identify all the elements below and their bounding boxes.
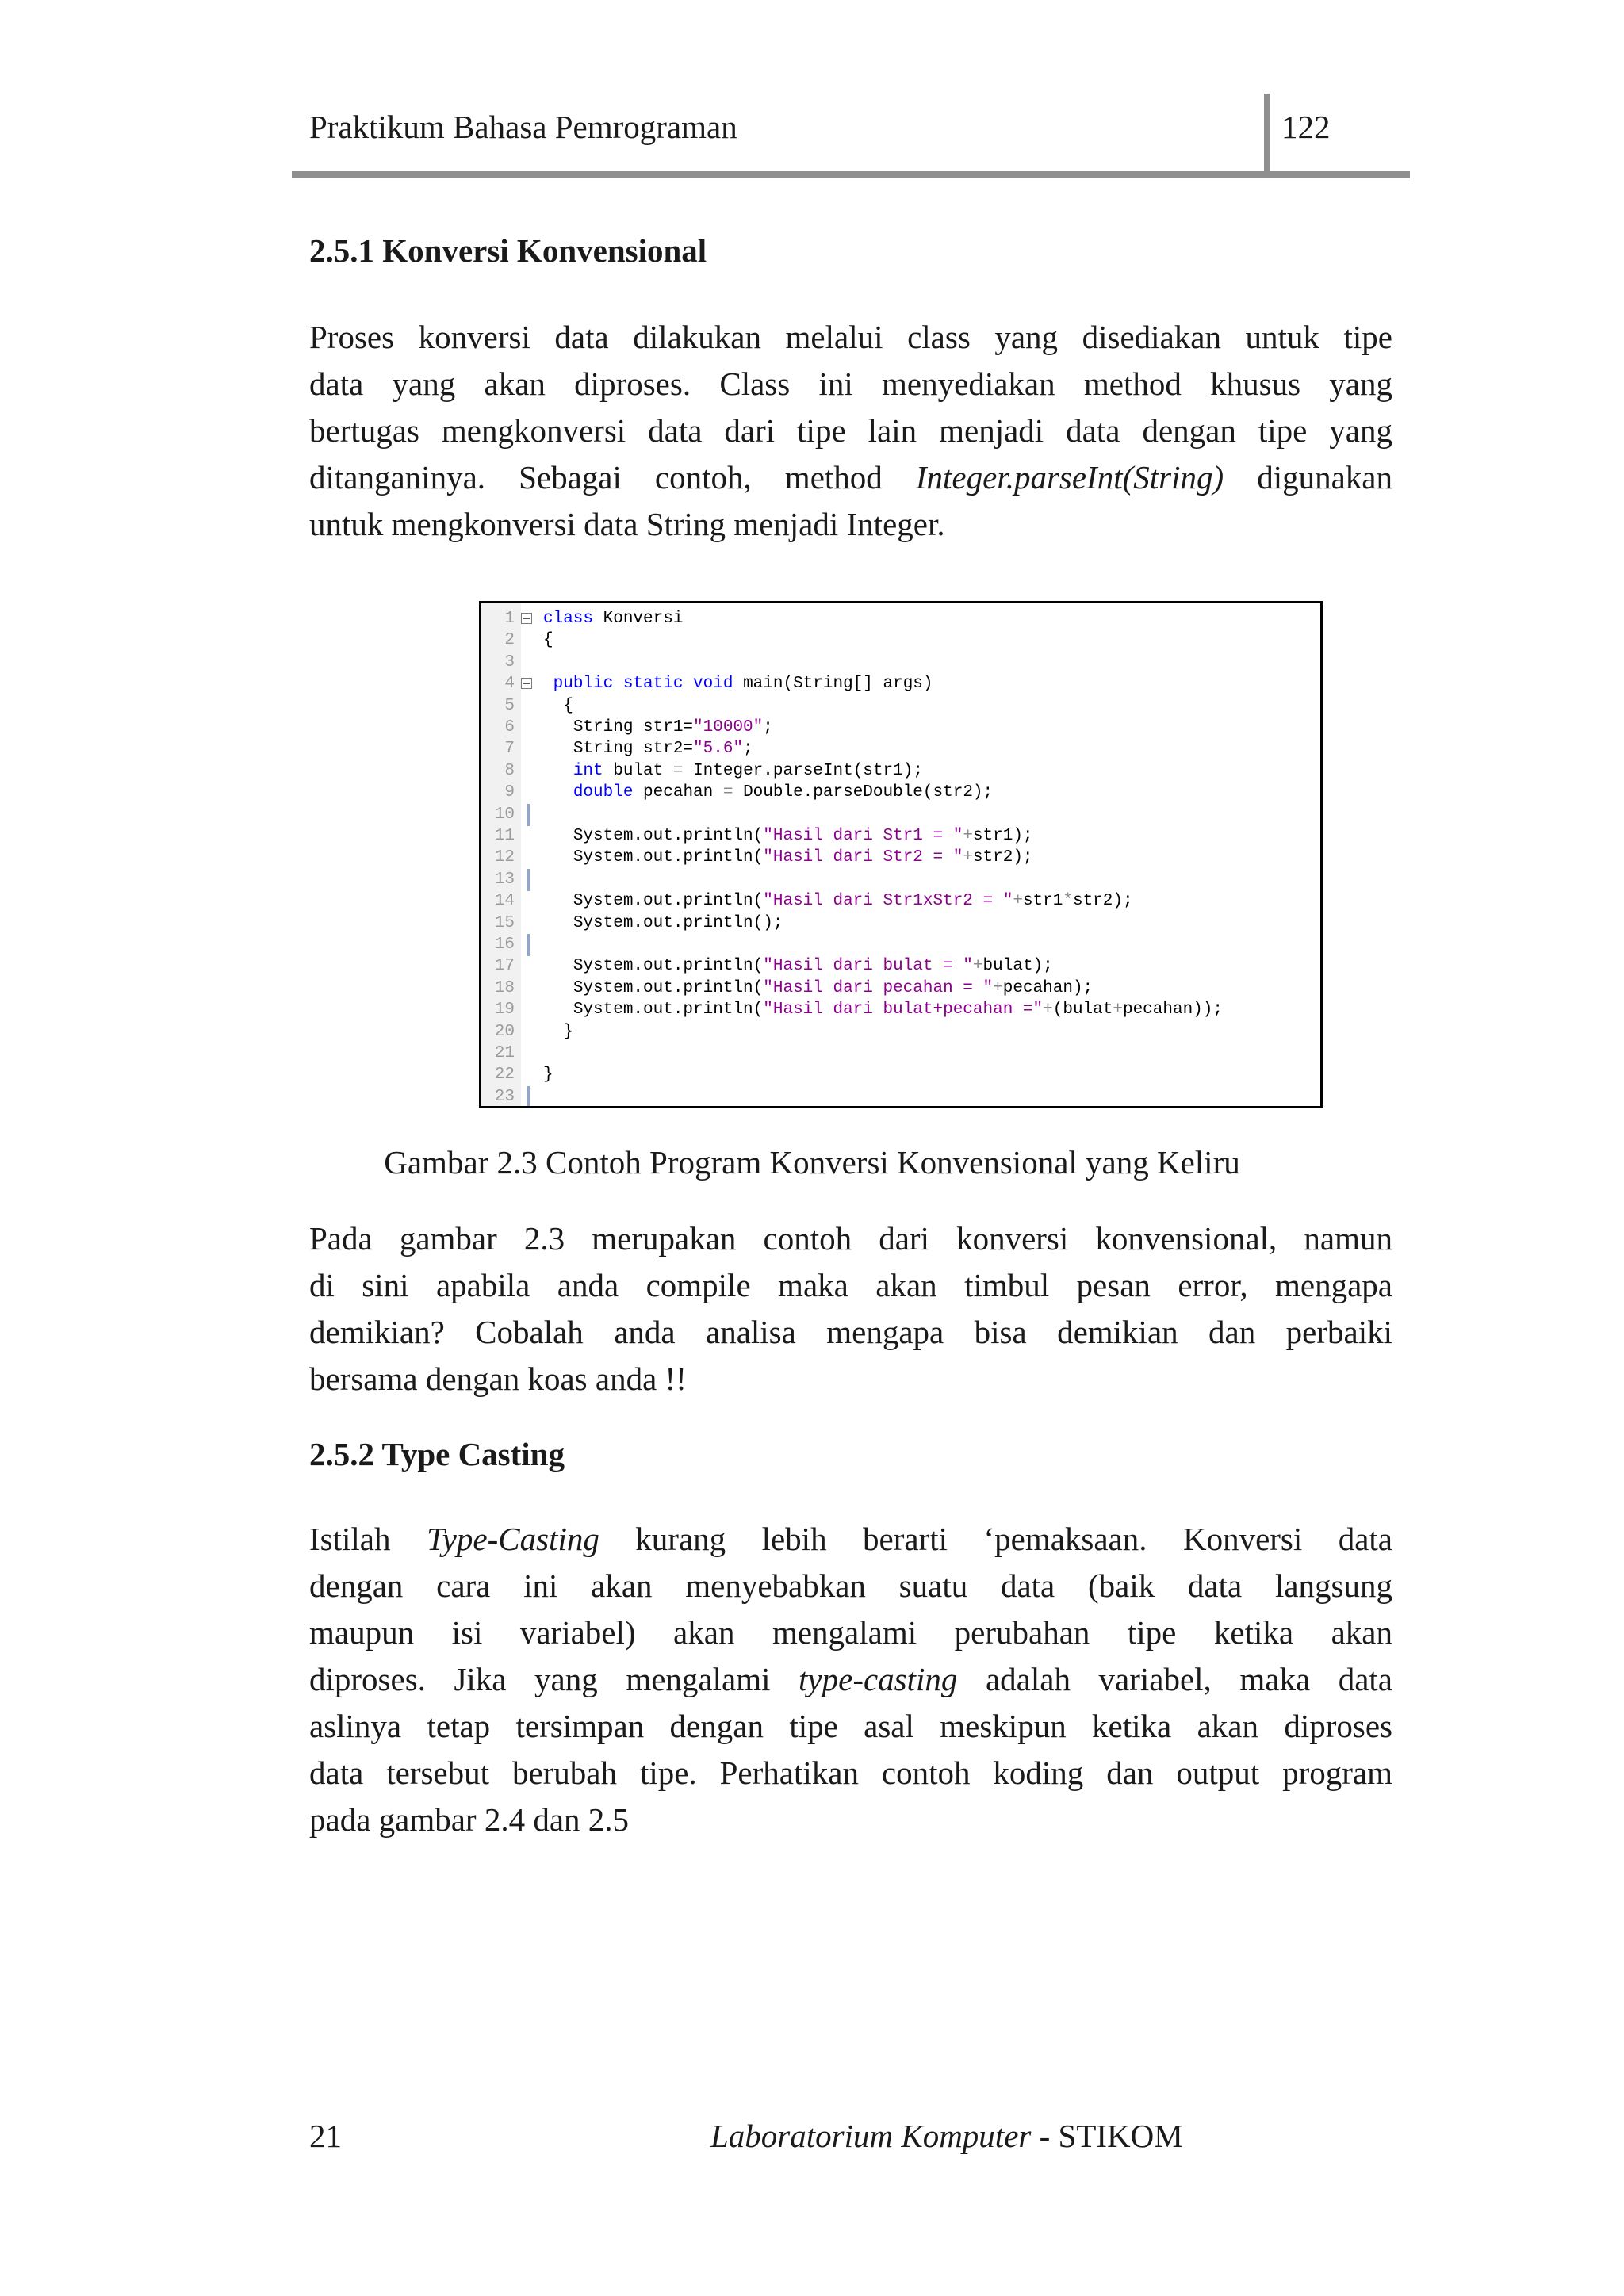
line-number: 6: [504, 718, 515, 737]
code-token: int: [573, 761, 614, 780]
code-text: [543, 760, 923, 783]
code-token: class: [543, 610, 603, 628]
code-token: str1: [1022, 892, 1063, 911]
code-token: ;: [763, 718, 773, 737]
code-token: =: [722, 783, 733, 802]
code-token: System.out.println(: [573, 978, 764, 997]
text-line: [309, 314, 1392, 361]
footer-page-number: 21: [309, 2118, 342, 2154]
footer-lab-name: [710, 2117, 1183, 2155]
line-number: 5: [504, 696, 515, 715]
code-line: [481, 1064, 1320, 1086]
line-number: 18: [494, 978, 515, 997]
code-token: System.out.println(: [573, 957, 764, 976]
code-line: [481, 608, 1320, 630]
paragraph-type-casting: [309, 1516, 1392, 1843]
code-line: [481, 825, 1320, 848]
code-token: Integer.parseInt(str1);: [683, 761, 923, 780]
code-line: [481, 934, 1320, 956]
change-marker: [527, 804, 530, 826]
figure-caption: Gambar 2.3 Contoh Program Konversi Konvensional yang Keliru: [384, 1144, 1240, 1181]
code-line: [481, 955, 1320, 978]
code-token: "Hasil dari Str2 = ": [763, 848, 963, 867]
code-token: }: [543, 1066, 553, 1085]
code-text: [543, 955, 1053, 978]
code-text: [543, 999, 1223, 1021]
code-line: [481, 978, 1320, 1000]
text-run: dengan cara ini akan menyebabkan suatu data (baik data langsung: [309, 1567, 1392, 1604]
code-token: pecahan));: [1122, 1001, 1223, 1020]
code-text: [543, 913, 783, 935]
change-marker: [527, 869, 530, 891]
code-line: [481, 782, 1320, 804]
paragraph-explanation: [309, 1215, 1392, 1402]
line-number: 14: [494, 892, 515, 911]
code-token: pecahan);: [1002, 978, 1094, 997]
section-heading-type-casting: 2.5.2 Type Casting: [309, 1436, 565, 1472]
line-number: 20: [494, 1022, 515, 1041]
text-run: digunakan: [1224, 459, 1392, 496]
code-token: pecahan: [643, 783, 723, 802]
line-number: 1: [504, 610, 515, 628]
code-line: [481, 760, 1320, 783]
code-token: str2);: [1072, 892, 1133, 911]
code-token: str1);: [972, 827, 1033, 845]
code-token: +: [963, 827, 973, 845]
code-token: System.out.println(: [573, 1001, 764, 1020]
code-line: [481, 1021, 1320, 1043]
line-number: 15: [494, 913, 515, 932]
code-line: [481, 847, 1320, 869]
line-number: 2: [504, 631, 515, 650]
text-run: pada gambar 2.4 dan 2.5: [309, 1801, 630, 1838]
header-title: Praktikum Bahasa Pemrograman: [309, 109, 737, 145]
text-line: [309, 1262, 1392, 1309]
italic-term: type-casting: [799, 1661, 958, 1697]
section-heading-konversi: 2.5.1 Konversi Konvensional: [309, 232, 707, 269]
text-line: [309, 408, 1392, 454]
code-text: [543, 978, 1093, 1000]
text-line: [309, 1563, 1392, 1609]
line-number: 10: [494, 805, 515, 824]
text-run: di sini apabila anda compile maka akan timbul pesan error, mengapa: [309, 1267, 1392, 1303]
code-token: System.out.println(: [573, 827, 764, 845]
text-line: [309, 1797, 1392, 1843]
code-text: [543, 738, 753, 760]
code-token: System.out.println(: [573, 848, 764, 867]
code-token: +: [1013, 892, 1023, 911]
code-line: [481, 1086, 1320, 1108]
line-number: 9: [504, 783, 515, 802]
text-run: adalah variabel, maka data: [957, 1661, 1392, 1697]
text-line: [309, 1750, 1392, 1797]
change-marker: [527, 934, 530, 956]
header-divider: [1264, 94, 1270, 171]
line-number: 4: [504, 675, 515, 694]
code-token: str2);: [972, 848, 1033, 867]
code-token: "Hasil dari pecahan = ": [763, 978, 994, 997]
line-number: 23: [494, 1087, 515, 1106]
text-run: Istilah: [309, 1521, 427, 1557]
code-token: Double.parseDouble(str2);: [733, 783, 994, 802]
code-token: +: [972, 957, 983, 976]
text-run: ditanganinya. Sebagai contoh, method: [309, 459, 916, 496]
code-token: =: [672, 761, 684, 780]
code-line: [481, 913, 1320, 935]
code-text: [543, 717, 773, 739]
code-token: String str1=: [573, 718, 694, 737]
text-run: data yang akan diproses. Class ini menyediakan method khusus yang: [309, 365, 1392, 402]
code-token: "Hasil dari Str1 = ": [763, 827, 963, 845]
code-token: +: [993, 978, 1003, 997]
code-token: (bulat: [1052, 1001, 1113, 1020]
code-line: [481, 652, 1320, 674]
code-token: System.out.println(: [573, 892, 764, 911]
code-token: System.out.println();: [573, 913, 783, 932]
code-text: [543, 608, 683, 630]
code-token: "Hasil dari Str1xStr2 = ": [763, 892, 1013, 911]
code-text: [543, 782, 993, 804]
text-run: data tersebut berubah tipe. Perhatikan contoh koding dan output program: [309, 1755, 1392, 1791]
text-run: maupun isi variabel) akan mengalami perubahan tipe ketika akan: [309, 1614, 1392, 1651]
code-token: +: [1043, 1001, 1053, 1020]
code-text: [543, 1021, 573, 1043]
text-run: Proses konversi data dilakukan melalui class yang disediakan untuk tipe: [309, 319, 1392, 355]
footer-lab-rest: - STIKOM: [1031, 2118, 1183, 2154]
text-line: [309, 501, 1392, 548]
line-number: 19: [494, 1001, 515, 1020]
text-run: untuk mengkonversi data String menjadi Integer.: [309, 506, 945, 542]
collapse-toggle-icon: [521, 613, 532, 624]
line-number: 7: [504, 740, 515, 759]
code-token: +: [1113, 1001, 1123, 1020]
code-line: [481, 717, 1320, 739]
code-text: [543, 1064, 553, 1086]
code-figure: [479, 601, 1323, 1108]
code-line: [481, 1043, 1320, 1065]
code-line: [481, 738, 1320, 760]
code-text: [543, 695, 573, 718]
code-token: }: [563, 1022, 573, 1041]
code-line: [481, 890, 1320, 913]
line-number: 3: [504, 652, 515, 672]
code-line: [481, 673, 1320, 695]
code-token: public static void: [553, 675, 744, 694]
line-number: 12: [494, 848, 515, 867]
line-number: 17: [494, 957, 515, 976]
code-text: [543, 890, 1133, 913]
line-number: 8: [504, 761, 515, 780]
text-line: [309, 1356, 1392, 1402]
code-line: [481, 804, 1320, 826]
italic-term: Integer.parseInt(String): [915, 459, 1224, 496]
code-token: bulat);: [982, 957, 1053, 976]
code-token: {: [563, 696, 573, 715]
text-line: [309, 454, 1392, 501]
change-marker: [527, 1086, 530, 1108]
text-run: bersama dengan koas anda !!: [309, 1360, 687, 1397]
code-token: "5.6": [693, 740, 744, 759]
text-run: aslinya tetap tersimpan dengan tipe asal meskipun ketika akan diproses: [309, 1708, 1392, 1744]
code-token: "Hasil dari bulat = ": [763, 957, 973, 976]
code-token: String str2=: [573, 740, 694, 759]
code-token: Konversi: [603, 610, 684, 628]
text-line: [309, 1516, 1392, 1563]
code-text: [543, 629, 553, 652]
text-line: [309, 1309, 1392, 1356]
code-token: *: [1063, 892, 1073, 911]
text-run: Pada gambar 2.3 merupakan contoh dari konversi konvensional, namun: [309, 1220, 1392, 1257]
code-token: double: [573, 783, 644, 802]
line-number: 22: [494, 1066, 515, 1085]
line-number: 16: [494, 936, 515, 954]
code-token: +: [963, 848, 973, 867]
code-text: [543, 825, 1033, 848]
code-line: [481, 695, 1320, 718]
code-line: [481, 869, 1320, 891]
header-page-number: 122: [1281, 109, 1331, 145]
collapse-toggle-icon: [521, 678, 532, 689]
code-line: [481, 999, 1320, 1021]
code-token: "10000": [693, 718, 764, 737]
text-run: bertugas mengkonversi data dari tipe lain menjadi data dengan tipe yang: [309, 412, 1392, 449]
code-token: ;: [743, 740, 753, 759]
line-number: 13: [494, 870, 515, 889]
text-line: [309, 361, 1392, 408]
code-text: [543, 673, 933, 695]
footer-lab-italic: Laboratorium Komputer: [710, 2118, 1032, 2154]
text-line: [309, 1609, 1392, 1656]
code-token: main(String[] args): [743, 675, 933, 694]
text-run: demikian? Cobalah anda analisa mengapa bisa demikian dan perbaiki: [309, 1314, 1392, 1350]
line-number: 11: [494, 827, 515, 845]
code-line: [481, 629, 1320, 652]
line-number: 21: [494, 1044, 515, 1062]
code-text: [543, 847, 1033, 869]
text-line: [309, 1215, 1392, 1262]
code-token: "Hasil dari bulat+pecahan =": [763, 1001, 1044, 1020]
text-run: kurang lebih berarti ‘pemaksaan. Konversi data: [599, 1521, 1392, 1557]
text-run: diproses. Jika yang mengalami: [309, 1661, 799, 1697]
running-header: [292, 94, 1410, 178]
paragraph-konversi: [309, 314, 1392, 548]
code-token: {: [543, 631, 553, 650]
text-line: [309, 1656, 1392, 1703]
text-line: [309, 1703, 1392, 1750]
italic-term: Type-Casting: [426, 1521, 599, 1557]
code-token: bulat: [613, 761, 673, 780]
